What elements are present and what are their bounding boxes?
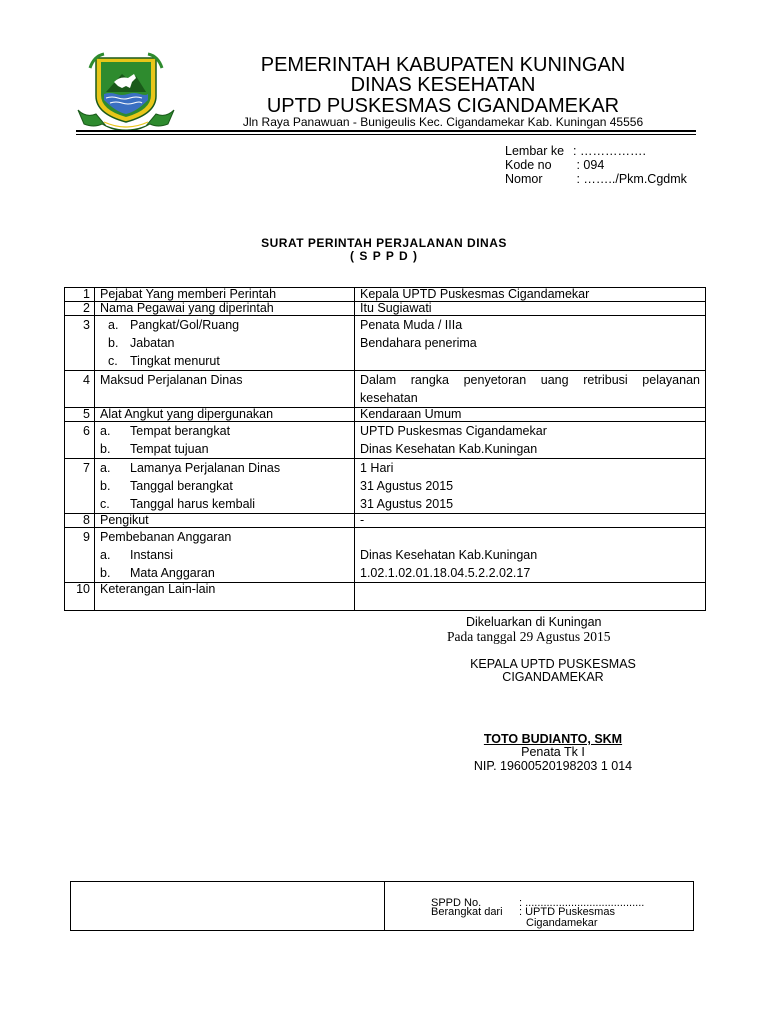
row-number: 3 [65,316,95,371]
row-value: Kepala UPTD Puskesmas Cigandamekar [355,288,706,302]
departure-row-from-cont [431,917,598,929]
signatory-name: TOTO BUDIANTO, SKM [483,732,623,746]
sppd-table [64,287,706,611]
issued-date: Pada tanggal 29 Agustus 2015 [447,629,611,644]
row-value-empty [360,352,700,370]
regency-emblem-logo [76,48,176,134]
row-label-group [95,528,355,583]
row-value: - [355,514,706,528]
issued-place: Dikeluarkan di Kuningan [466,615,602,629]
row-value-group [355,422,706,459]
row-label: Pejabat Yang memberi Perintah [95,288,355,302]
row-value: 31 Agustus 2015 [360,479,454,493]
row-number: 8 [65,514,95,528]
reference-label: Nomor [505,172,543,186]
row-number: 1 [65,288,95,302]
header-divider-thick [76,130,696,132]
row-value: Dinas Kesehatan Kab.Kuningan [360,442,538,456]
row-value-group [355,459,706,514]
row-number: 6 [65,422,95,459]
reference-row-code [505,158,604,173]
table-row [65,528,706,583]
row-value: 1 Hari [360,461,394,475]
row-value: Penata Muda / IIIa [360,318,463,332]
departure-value: : UPTD Puskesmas [519,906,615,918]
sub-item: b. Jabatan [108,336,175,350]
table-row [65,514,706,528]
row-number: 4 [65,371,95,408]
row-label: Maksud Perjalanan Dinas [95,371,355,408]
row-value: Kendaraan Umum [355,408,706,422]
sub-item: a. Pangkat/Gol/Ruang [108,318,240,332]
header-unit-name: UPTD PUSKESMAS CIGANDAMEKAR [266,95,620,117]
document-title: SURAT PERINTAH PERJALANAN DINAS [261,236,507,250]
row-value: 1.02.1.02.01.18.04.5.2.2.02.17 [360,566,531,580]
reference-row-sheet [505,144,646,159]
row-value-group [355,528,706,583]
reference-row-number [505,172,687,187]
table-row [65,408,706,422]
departure-label: SPPD No. [431,897,482,909]
sub-item: a. Instansi [100,548,174,562]
header-address: Jln Raya Panawuan - Bunigeulis Kec. Cigandamekar Kab. Kuningan 45556 [242,115,644,129]
header-divider-thin [76,134,696,135]
row-value: Dinas Kesehatan Kab.Kuningan [360,548,538,562]
table-row [65,288,706,302]
row-value: 31 Agustus 2015 [360,497,454,511]
row-label: Alat Angkut yang dipergunakan [95,408,355,422]
header-government-name: PEMERINTAH KABUPATEN KUNINGAN [260,54,626,76]
sub-item: b. Tempat tujuan [100,442,209,456]
departure-value: : ....................................... [519,897,645,909]
row-label: Keterangan Lain-lain [95,583,355,611]
header-department-name: DINAS KESEHATAN [350,74,536,96]
departure-value: Cigandamekar [526,917,598,929]
row-number: 9 [65,528,95,583]
row-label-group [95,316,355,371]
signatory-title-unit: CIGANDAMEKAR [502,670,604,684]
row-label: Pembebanan Anggaran [100,530,232,544]
row-value-group [355,316,706,371]
table-row [65,371,706,408]
row-number: 10 [65,583,95,611]
document-subtitle: ( S P P D ) [350,249,418,263]
row-number: 5 [65,408,95,422]
row-label: Nama Pegawai yang diperintah [95,302,355,316]
row-value: Dalam rangka penyetoran uang retribusi pelayanan [360,373,700,387]
row-label-group [95,459,355,514]
sub-item: a. Lamanya Perjalanan Dinas [100,461,281,475]
row-number: 2 [65,302,95,316]
reference-label: Lembar ke [505,144,565,158]
row-value-empty [360,528,700,546]
signatory-title: KEPALA UPTD PUSKESMAS [470,657,636,671]
row-value-group [355,371,706,408]
row-value: Itu Sugiawati [355,302,706,316]
row-value: UPTD Puskesmas Cigandamekar [360,424,547,438]
row-value: kesehatan [360,391,418,405]
reference-label: Kode no [505,158,552,172]
row-value: Bendahara penerima [360,336,477,350]
table-row [65,422,706,459]
row-value [355,583,706,611]
table-row [65,583,706,611]
sub-item: b. Mata Anggaran [100,566,215,580]
signatory-nip: NIP. 19600520198203 1 014 [473,759,633,773]
sub-item: c. Tingkat menurut [108,354,220,368]
sub-item: a. Tempat berangkat [100,424,231,438]
sub-item: c. Tanggal harus kembali [100,497,256,511]
departure-box-divider [384,881,385,931]
table-row [65,459,706,514]
sub-item: b. Tanggal berangkat [100,479,233,493]
signatory-rank: Penata Tk I [521,745,585,759]
table-row [65,302,706,316]
reference-value: : ……………. [573,144,646,158]
reference-value: : ……../Pkm.Cgdmk [573,172,687,186]
row-label: Pengikut [95,514,355,528]
row-label-group [95,422,355,459]
table-row [65,316,706,371]
reference-value: : 094 [573,158,605,172]
row-number: 7 [65,459,95,514]
departure-label: Berangkat dari [431,906,503,918]
